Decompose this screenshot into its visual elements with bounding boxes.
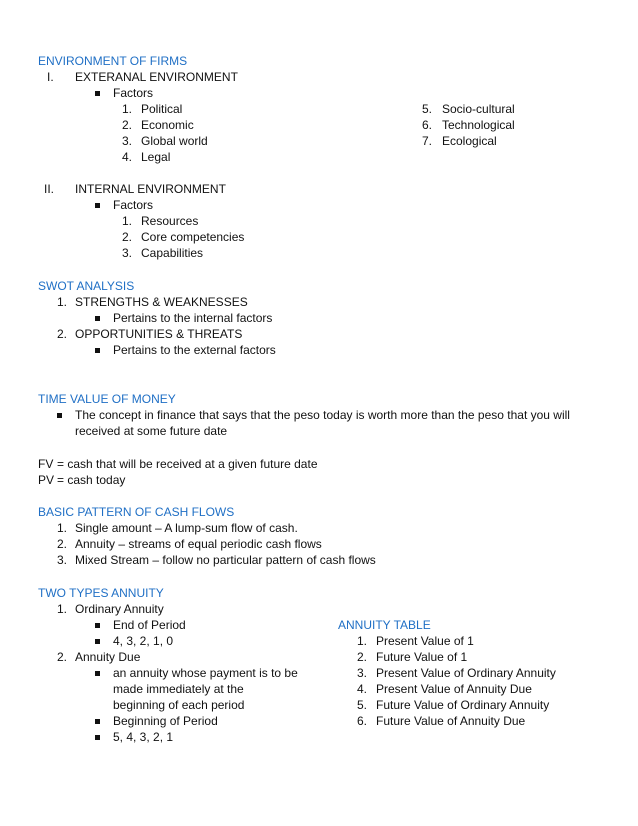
internal-number: II. — [44, 182, 55, 196]
bullet-icon — [95, 348, 100, 353]
external-factors-label: Factors — [113, 86, 154, 100]
factor-item: Global world — [141, 134, 208, 148]
annuity-table-item: Present Value of Ordinary Annuity — [376, 666, 556, 680]
factor-item: Core competencies — [141, 230, 245, 244]
list-number: 1. — [57, 521, 68, 535]
annuity-heading: TWO TYPES ANNUITY — [38, 586, 164, 600]
factor-item: Political — [141, 102, 183, 116]
bullet-icon — [95, 719, 100, 724]
pv-label: PV — [38, 473, 55, 487]
list-number: 3. — [122, 134, 133, 148]
annuity-table-item: Future Value of 1 — [376, 650, 468, 664]
bullet-icon — [95, 203, 100, 208]
annuity-subitem: beginning of each period — [113, 698, 245, 712]
bullet-icon — [95, 91, 100, 96]
list-number: 2. — [57, 537, 68, 551]
factor-item: Capabilities — [141, 246, 204, 260]
external-number: I. — [47, 70, 54, 84]
tvm-heading: TIME VALUE OF MONEY — [38, 392, 176, 406]
annuity-subitem: 5, 4, 3, 2, 1 — [113, 730, 174, 744]
swot-item: OPPORTUNITIES & THREATS — [75, 327, 243, 341]
list-number: 1. — [122, 214, 133, 228]
list-number: 5. — [357, 698, 368, 712]
swot-item: STRENGTHS & WEAKNESSES — [75, 295, 248, 309]
bullet-icon — [95, 671, 100, 676]
annuity-subitem: End of Period — [113, 618, 186, 632]
factor-item: Socio-cultural — [442, 102, 515, 116]
annuity-table-item: Future Value of Ordinary Annuity — [376, 698, 550, 712]
factor-item: Resources — [141, 214, 199, 228]
swot-subitem: Pertains to the internal factors — [113, 311, 273, 325]
list-number: 5. — [422, 102, 433, 116]
cashflow-item: Mixed Stream – follow no particular pattern of cash flows — [75, 553, 376, 567]
annuity-type: Annuity Due — [75, 650, 141, 664]
list-number: 3. — [357, 666, 368, 680]
bullet-icon — [95, 639, 100, 644]
bullet-icon — [95, 623, 100, 628]
factor-item: Legal — [141, 150, 171, 164]
annuity-table-heading: ANNUITY TABLE — [338, 618, 431, 632]
bullet-icon — [57, 413, 62, 418]
swot-subitem: Pertains to the external factors — [113, 343, 276, 357]
bullet-icon — [95, 735, 100, 740]
list-number: 3. — [122, 246, 133, 260]
list-number: 7. — [422, 134, 433, 148]
external-title: EXTERANAL ENVIRONMENT — [75, 70, 238, 84]
cashflow-item: Annuity – streams of equal periodic cash flows — [75, 537, 322, 551]
list-number: 6. — [357, 714, 368, 728]
list-number: 4. — [357, 682, 368, 696]
cashflows-heading: BASIC PATTERN OF CASH FLOWS — [38, 505, 235, 519]
list-number: 1. — [357, 634, 368, 648]
factor-item: Economic — [141, 118, 194, 132]
fv-text: = cash that will be received at a given future date — [57, 457, 318, 471]
cashflow-item: Single amount – A lump-sum flow of cash. — [75, 521, 298, 535]
bullet-icon — [95, 316, 100, 321]
pv-text: = cash today — [57, 473, 126, 487]
annuity-table-item: Future Value of Annuity Due — [376, 714, 526, 728]
fv-label: FV — [38, 457, 54, 471]
list-number: 1. — [122, 102, 133, 116]
factor-item: Ecological — [442, 134, 497, 148]
list-number: 2. — [122, 118, 133, 132]
list-number: 4. — [122, 150, 133, 164]
annuity-subitem: an annuity whose payment is to be — [113, 666, 298, 680]
internal-factors-label: Factors — [113, 198, 154, 212]
list-number: 2. — [357, 650, 368, 664]
annuity-table-item: Present Value of 1 — [376, 634, 474, 648]
list-number: 1. — [57, 295, 68, 309]
factor-item: Technological — [442, 118, 515, 132]
environment-heading: ENVIRONMENT OF FIRMS — [38, 54, 188, 68]
annuity-type: Ordinary Annuity — [75, 602, 164, 616]
annuity-subitem: 4, 3, 2, 1, 0 — [113, 634, 174, 648]
list-number: 3. — [57, 553, 68, 567]
list-number: 2. — [57, 650, 68, 664]
internal-title: INTERNAL ENVIRONMENT — [75, 182, 226, 196]
annuity-subitem: made immediately at the — [113, 682, 244, 696]
swot-heading: SWOT ANALYSIS — [38, 279, 135, 293]
tvm-text-line1: The concept in finance that says that the peso today is worth more than the peso that you will — [75, 408, 570, 422]
annuity-subitem: Beginning of Period — [113, 714, 218, 728]
tvm-text-line2: received at some future date — [75, 424, 228, 438]
list-number: 1. — [57, 602, 68, 616]
list-number: 2. — [122, 230, 133, 244]
list-number: 2. — [57, 327, 68, 341]
list-number: 6. — [422, 118, 433, 132]
annuity-table-item: Present Value of Annuity Due — [376, 682, 532, 696]
